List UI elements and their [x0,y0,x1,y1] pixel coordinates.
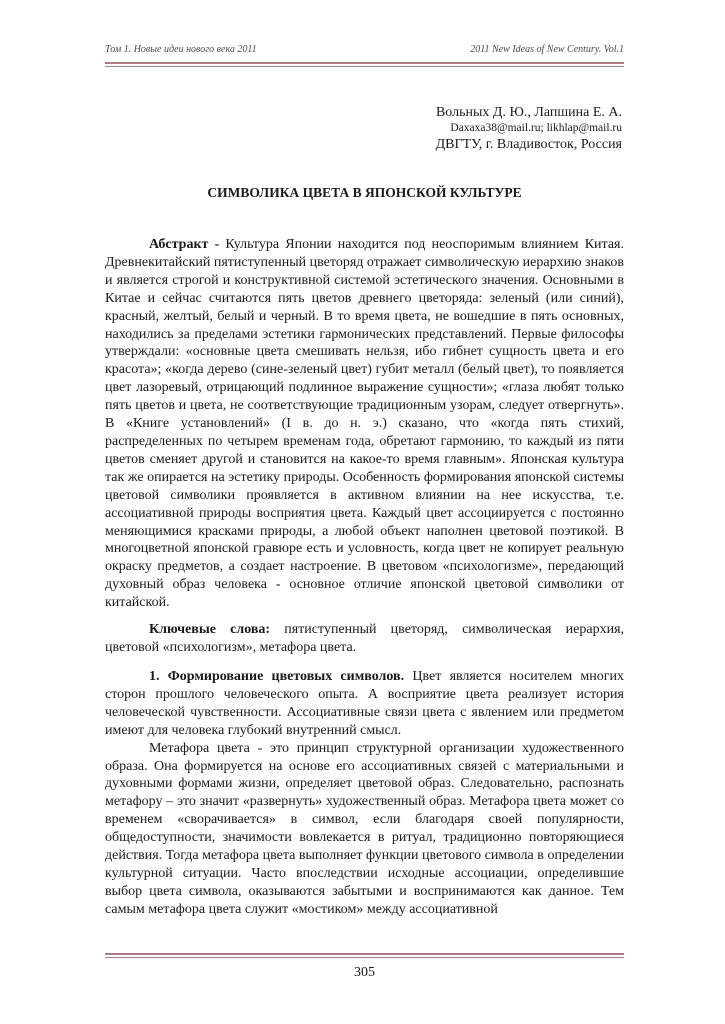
author-emails: Daxaxa38@mail.ru; likhlap@mail.ru [450,122,622,134]
abstract-text: Культура Японии находится под неоспоримым влиянием Китая. Древнекитайский пятиступенный цветоряд отражает символическую иерархию знаков и является строгой и конструктивной системой эстетического значения. Основными в Китае и сейчас считаются пять цветов древнего цветоряда: зеленый (или синий), красный, желтый, белый и черный. В то время цвета, не вошедшие в пять основных, находились за пределами эстетики гармонических представлений. Первые философы утверждали: «основные цвета смешивать нельзя, ибо гибнет сущность цвета и его красота»; «когда дерево (сине-зеленый цвет) губит металл (белый цвет), то появляется цвет лазоревый, отрицающий подлинное выражение сущности»; «глаза любят только пять цветов и цвета, не соответствующие традиционным узорам, следует отвергнуть». В «Книге установлений» (I в. до н. э.) сказано, что «когда пять стихий, распределенных по четырем временам года, обретают гармонию, то каждый из пяти цветов сменяет другой и становится на какое-то время главным». Японская культура так же опирается на эстетику природы. Особенность формирования японской системы цветовой символики проявляется в активном влиянии на нее искусства, т.е. ассоциативной природы восприятия цвета. Каждый цвет ассоциируется с постоянно меняющимися красками природы, а любой объект наполнен цветовой поэтикой. В многоцветной японской гравюре есть и условность, когда цвет не копирует реальную окраску предметов, а создает настроение. В цветовом «психологизме», передающий духовный образ человека - основное отличие японской цветовой символики от китайской. [105,237,624,611]
page-number: 305 [354,965,375,980]
keywords-label: Ключевые слова: [149,622,271,637]
section-1 [105,668,624,919]
abstract-label: Абстракт - [149,237,220,252]
running-header [105,44,624,56]
section-1-heading: 1. Формирование цветовых символов. [149,669,405,684]
keywords-text: пятиступенный цветоряд, символическая иерархия, цветовой «психологизм», метафора цвета. [105,622,625,655]
abstract [105,236,624,612]
header-rule [105,62,624,67]
section-1-paragraph-2: Метафора цвета - это принцип структурной организации художественного образа. Она формируется на основе его ассоциативных связей с материальными и духовными формами жизни, определяет цветовой образ. Следовательно, распознать метафору – это значит «развернуть» художественный образ. Метафора цвета может со временем «сворачивается» в символ, если благодаря своей популярности, общедоступности, значимости вовлекается в ритуал, традиционно повторяющиеся действия. Тогда метафора цвета выполняет функции цветового символа в определении культурной ситуации. Часто впоследствии исходные ассоциации, определившие выбор цвета символа, оказываются забытыми и воспринимаются как данное. Тем самым метафора цвета служит «мостиком» между ассоциативной [105,740,624,917]
footer-rule [105,953,624,958]
paper-title: СИМВОЛИКА ЦВЕТА В ЯПОНСКОЙ КУЛЬТУРЕ [207,185,522,200]
running-header-right: 2011 New Ideas of New Century. Vol.1 [470,44,624,55]
section-1-paragraph-1: Цвет является носителем многих сторон прошлого человеческого опыта. А восприятие цвета реализует история человеческой чувственности. Ассоциативные связи цвета с явлением или предметом имеют для человека глубокий внутренний смысл. [105,669,625,738]
author-affiliation: ДВГТУ, г. Владивосток, Россия [435,137,622,152]
running-header-left: Том 1. Новые идеи нового века 2011 [105,44,257,55]
keywords [105,621,624,657]
author-names: Вольных Д. Ю., Лапшина Е. А. [435,105,622,120]
author-block [436,104,622,153]
